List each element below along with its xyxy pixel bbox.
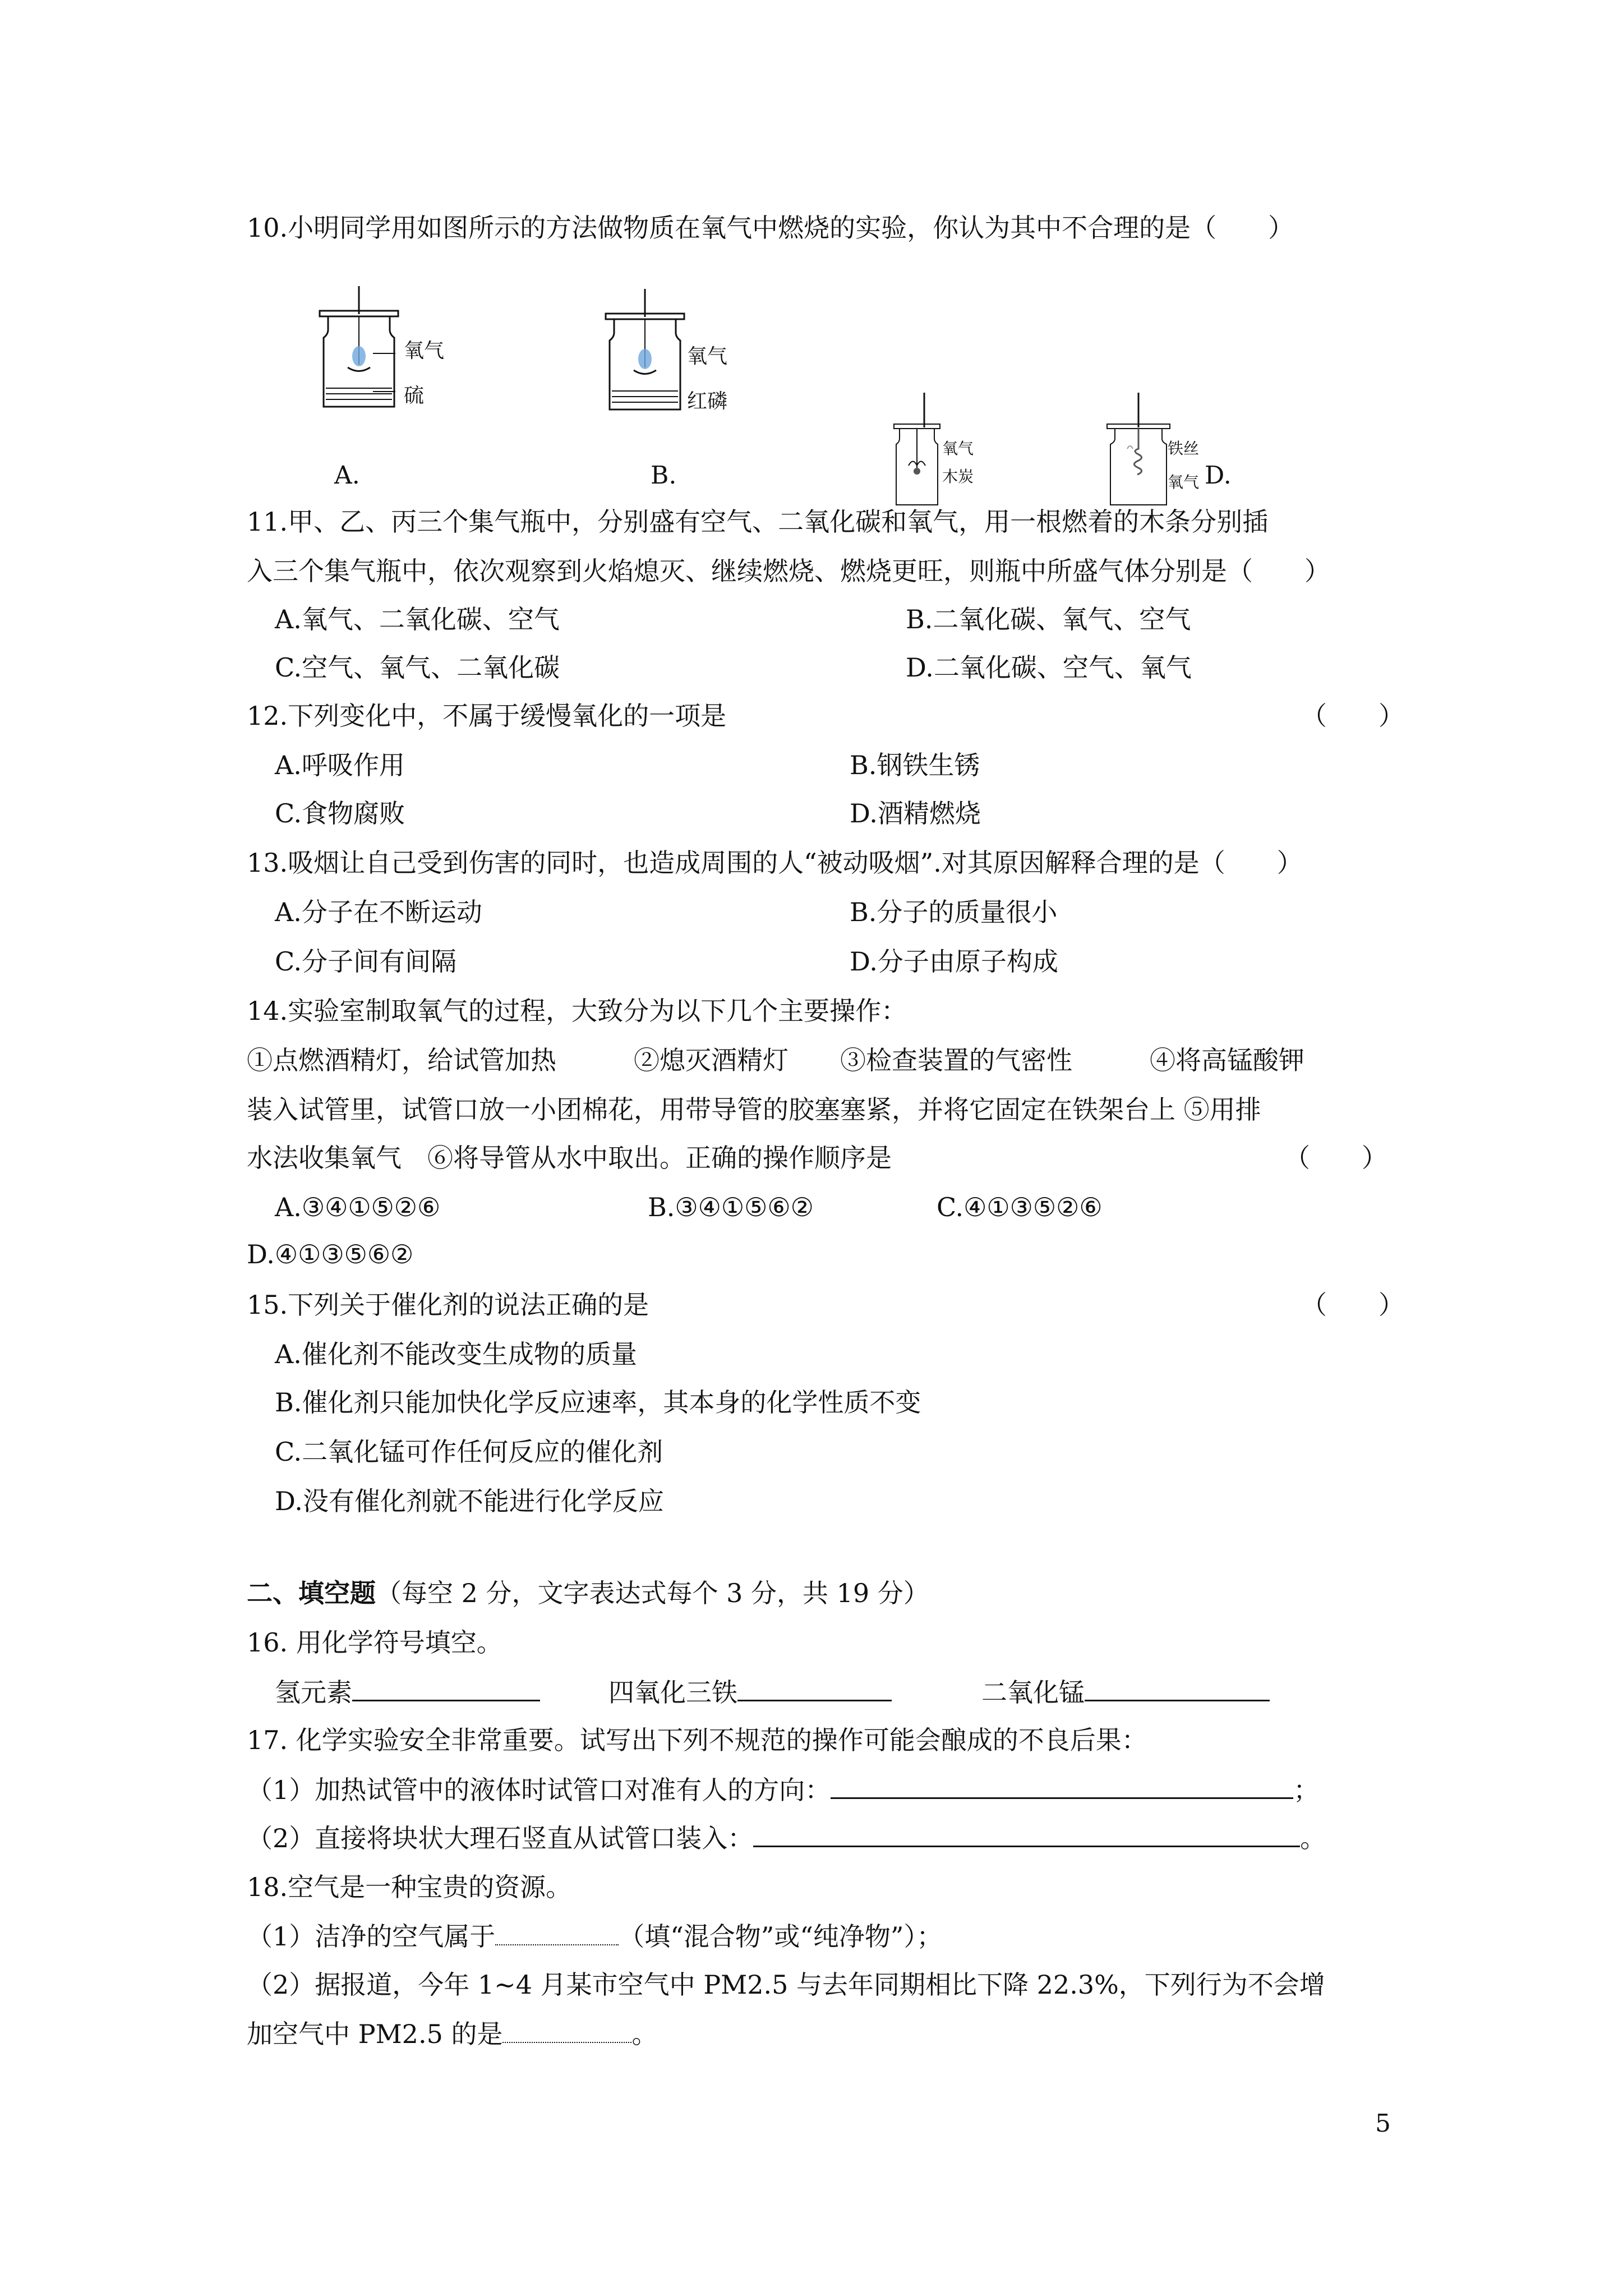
q11-option-b: B.二氧化碳、氧气、空气 — [906, 604, 1191, 634]
q14-option-d: D.④①③⑤⑥② — [247, 1239, 414, 1269]
figure-a-sulfur-jar — [317, 286, 401, 412]
q17-stem: 17. 化学实验安全非常重要。试写出下列不规范的操作可能会酿成的不良后果： — [247, 1725, 1147, 1755]
q12-stem: 12.下列变化中，不属于缓慢氧化的一项是 — [247, 701, 727, 731]
q13-stem: 13.吸烟让自己受到伤害的同时，也造成周围的人“被动吸烟”.对其原因解释合理的是（ ） — [247, 848, 1303, 878]
q18-item2-line1: （2）据报道，今年 1~4 月某市空气中 PM2.5 与去年同期相比下降 22.3%，下列行为不会增 — [247, 1970, 1325, 2000]
q14-steps-line3: 水法收集氧气 ⑥将导管从水中取出。正确的操作顺序是 — [247, 1143, 892, 1173]
q16-item-hydrogen — [275, 1675, 540, 1709]
q14-option-b: B.③④①⑤⑥② — [648, 1192, 814, 1222]
figure-d-label-iron-wire: 铁丝 — [1168, 439, 1200, 458]
q16-item-manganese-dioxide — [981, 1675, 1270, 1709]
q13-option-c: C.分子间有间隔 — [275, 946, 457, 977]
q14-answer-paren: （ ） — [1284, 1143, 1387, 1173]
figure-a-label-sulfur: 硫 — [404, 384, 425, 407]
q18-item1-post: （填“混合物”或“纯净物”）； — [619, 1921, 943, 1952]
q17-blank-1[interactable] — [831, 1773, 1293, 1799]
q15-option-b: B.催化剂只能加快化学反应速率，其本身的化学性质不变 — [275, 1387, 921, 1418]
q15-stem: 15.下列关于催化剂的说法正确的是 — [247, 1290, 649, 1320]
page-number: 5 — [1375, 2109, 1391, 2138]
q18-item1-pre: （1）洁净的空气属于 — [247, 1921, 496, 1952]
section-2-scoring-note: （每空 2 分，文字表达式每个 3 分，共 19 分） — [376, 1578, 929, 1608]
q18-blank-1[interactable] — [495, 1920, 619, 1945]
q14-stem: 14.实验室制取氧气的过程，大致分为以下几个主要操作： — [247, 996, 907, 1026]
q14-steps-line1: ①点燃酒精灯，给试管加热 ②熄灭酒精灯 ③检查装置的气密性 ④将高锰酸钾 — [247, 1045, 1304, 1075]
figure-d-label-oxygen: 氧气 — [1168, 473, 1200, 491]
q14-option-a: A.③④①⑤②⑥ — [275, 1192, 441, 1222]
q17-item1-end: ； — [1293, 1775, 1320, 1805]
figure-d-option: D. — [1205, 461, 1232, 490]
q10-stem: 10.小明同学用如图所示的方法做物质在氧气中燃烧的实验，你认为其中不合理的是（ ） — [247, 213, 1294, 243]
figure-b-label-oxygen: 氧气 — [687, 345, 728, 368]
q14-option-c: C.④①③⑤②⑥ — [937, 1192, 1103, 1222]
q11-stem-line1: 11.甲、乙、丙三个集气瓶中，分别盛有空气、二氧化碳和氧气，用一根燃着的木条分别插 — [247, 507, 1269, 537]
q11-stem-line2: 入三个集气瓶中，依次观察到火焰熄灭、继续燃烧、燃烧更旺，则瓶中所盛气体分别是（ ） — [247, 556, 1330, 586]
q15-answer-paren: （ ） — [1301, 1290, 1404, 1320]
q12-option-d: D.酒精燃烧 — [850, 798, 981, 829]
figure-b-option: B. — [651, 461, 677, 490]
q15-option-d: D.没有催化剂就不能进行化学反应 — [275, 1486, 664, 1516]
q18-item1 — [247, 1920, 942, 1953]
q13-option-d: D.分子由原子构成 — [850, 946, 1058, 977]
figure-c-label-oxygen: 氧气 — [942, 439, 974, 458]
q12-answer-paren: （ ） — [1301, 701, 1404, 731]
q11-option-d: D.二氧化碳、空气、氧气 — [906, 652, 1192, 683]
q11-option-c: C.空气、氧气、二氧化碳 — [275, 652, 560, 683]
q17-item2 — [247, 1821, 1326, 1855]
q18-stem: 18.空气是一种宝贵的资源。 — [247, 1872, 572, 1902]
figure-a-option: A. — [334, 461, 360, 490]
figure-d-iron-wire-jar — [1105, 393, 1172, 508]
q12-option-b: B.钢铁生锈 — [850, 750, 980, 780]
q17-item2-text: （2）直接将块状大理石竖直从试管口装入： — [247, 1823, 754, 1853]
q13-option-a: A.分子在不断运动 — [275, 897, 482, 927]
q18-item2-line2-post: 。 — [631, 2019, 658, 2049]
q17-blank-2[interactable] — [753, 1821, 1300, 1847]
figure-b-phosphorus-jar — [603, 289, 687, 415]
q17-item1 — [247, 1773, 1319, 1807]
q15-option-a: A.催化剂不能改变生成物的质量 — [275, 1339, 637, 1369]
q15-option-c: C.二氧化锰可作任何反应的催化剂 — [275, 1437, 663, 1467]
figure-c-charcoal-jar — [892, 393, 942, 508]
q14-steps-line2: 装入试管里，试管口放一小团棉花，用带导管的胶塞塞紧，并将它固定在铁架台上 ⑤用排 — [247, 1094, 1261, 1125]
q12-option-c: C.食物腐败 — [275, 798, 405, 829]
figure-b-label-red-phosphorus: 红磷 — [687, 390, 728, 413]
q17-item2-end: 。 — [1300, 1823, 1326, 1853]
q16-blank-manganese-dioxide[interactable] — [1085, 1675, 1270, 1701]
q16-blank-hydrogen[interactable] — [352, 1675, 540, 1701]
q16-stem: 16. 用化学符号填空。 — [247, 1627, 502, 1658]
q13-option-b: B.分子的质量很小 — [850, 897, 1058, 927]
section-2-heading — [247, 1576, 929, 1610]
q16-item-iron-oxide — [608, 1675, 892, 1709]
figure-c-label-charcoal: 木炭 — [942, 467, 974, 486]
q11-option-a: A.氧气、二氧化碳、空气 — [275, 604, 560, 634]
q16-item-manganese-dioxide-label: 二氧化锰 — [981, 1677, 1085, 1708]
figure-a-label-oxygen: 氧气 — [404, 339, 445, 362]
q16-item-hydrogen-label: 氢元素 — [275, 1677, 352, 1708]
q12-option-a: A.呼吸作用 — [275, 750, 405, 780]
q18-item2-line2 — [247, 2017, 657, 2051]
q18-item2-line2-pre: 加空气中 PM2.5 的是 — [247, 2019, 503, 2049]
q18-blank-2[interactable] — [502, 2017, 631, 2043]
q17-item1-text: （1）加热试管中的液体时试管口对准有人的方向： — [247, 1775, 831, 1805]
section-2-title: 二、填空题 — [247, 1578, 376, 1608]
q16-item-iron-oxide-label: 四氧化三铁 — [608, 1677, 737, 1708]
q16-blank-iron-oxide[interactable] — [737, 1675, 892, 1701]
